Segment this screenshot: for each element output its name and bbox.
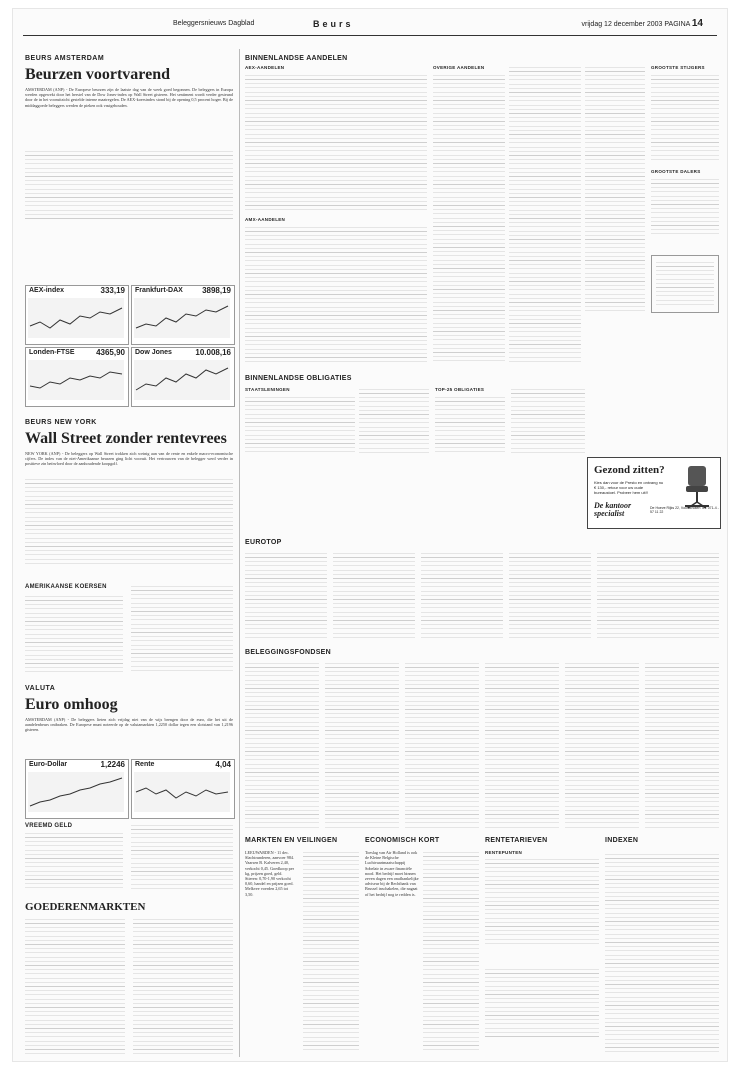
header-rule bbox=[23, 35, 717, 36]
eurotop-col5 bbox=[597, 551, 719, 639]
goederenmarkten-col2 bbox=[133, 917, 233, 1057]
indexen bbox=[605, 837, 719, 1053]
page-number: 14 bbox=[691, 18, 703, 29]
chart-aex-value: 333,19 bbox=[100, 286, 125, 295]
aex-aandelen-table bbox=[245, 65, 427, 367]
amx-aandelen-title: AMX-AANDELEN bbox=[245, 217, 286, 222]
vreemd-geld bbox=[25, 823, 233, 893]
eurotop-col1 bbox=[245, 551, 327, 639]
amerikaanse-koersen-col2 bbox=[131, 584, 233, 672]
staatsleningen-rows-2 bbox=[359, 387, 429, 455]
office-chair-image bbox=[680, 464, 714, 510]
ad-title: Gezond zitten? bbox=[594, 464, 665, 476]
chart-eurodollar-plot bbox=[28, 772, 124, 812]
body-amsterdam: AMSTERDAM (ANP) - De Europese beurzen zijn de laatste dag van de week goed begonnen. De beleggers in Europa werden opgewekt door het herstel van de Dow Jones-index op Wall Street gisteren. Het sentiment wordt verder gesteund door de in het vooruitzicht gestelde interne maatregelen. De AEX-koersindex stond bij de opening 0,5 procent hoger. Bij de middaggoede beleggers werden de pieken ook vastgehouden. bbox=[25, 87, 233, 108]
eurotop-title: EUROTOP bbox=[245, 539, 282, 546]
vreemd-geld-col1 bbox=[25, 831, 123, 891]
fondsen-col5 bbox=[565, 661, 639, 829]
chart-ftse-value: 4365,90 bbox=[96, 348, 125, 357]
beleggingsfondsen-title: BELEGGINGSFONDSEN bbox=[245, 649, 331, 656]
chart-ftse bbox=[25, 347, 129, 407]
fondsen-col2 bbox=[325, 661, 399, 829]
section-title: Beurs bbox=[313, 19, 354, 29]
newspaper-page bbox=[12, 8, 728, 1062]
chart-eurodollar-value: 1,2246 bbox=[100, 760, 125, 769]
date-line: vrijdag 12 december 2003 PAGINA 14 bbox=[581, 18, 703, 29]
amerikaanse-koersen-col1 bbox=[25, 594, 123, 672]
body-newyork-continued bbox=[25, 477, 233, 565]
column-divider bbox=[239, 49, 240, 1057]
economisch-text: Toeslag van Air Holland is ook de Kleine Belgische Luchtvaartmaatschappij Sobelair in zware financiële nood. Het bedrijf moet binnen zeven dagen een onafhankelijke adviseur bij de Rechtbank van Brussel inschakelen, die nagaat of het bedrijf nog te redden is. bbox=[365, 850, 419, 897]
overige-aandelen-col1 bbox=[433, 73, 505, 365]
headline-amsterdam: Beurzen voortvarend bbox=[25, 66, 171, 83]
valuta-article bbox=[25, 685, 233, 747]
chart-ftse-title: Londen-FTSE bbox=[29, 349, 75, 356]
ad-text: Kies dan voor de Presto en ontvang nu € 130,- retour voor uw oude bureaustoel. Probeer hem uit!! bbox=[594, 480, 664, 495]
fondsen-col3 bbox=[405, 661, 479, 829]
markten-text: LEEUWARDEN - 11 dec. Slachtrunderen, aanvoer 984. Vaarsen B. Kalveren 2,40, verkocht 0,45. Goedkoop per kg, prijzen goed, geld. Stieren: 0,70-1,90 verkocht 0,60, handel en prijzen goed. Melkvee voerden 2,65 tot 3,50. bbox=[245, 850, 295, 897]
info-box-lines bbox=[656, 260, 714, 306]
chart-ftse-plot bbox=[28, 360, 124, 400]
chart-dax bbox=[131, 285, 235, 345]
chart-aex bbox=[25, 285, 129, 345]
staatsleningen-title: STAATSLENINGEN bbox=[245, 387, 290, 392]
body-newyork: NEW YORK (ANP) - De beleggers op Wall Street trokken zich weinig aan van de rente en enkele macro-economische cijfers. De index van de niet-Amerikaanse beurzen ging licht vooruit. Het vertrouwen van de belegger werd verder in positieve zin beïnvloed door de aanhoudende koopgolf. bbox=[25, 451, 233, 467]
chart-dow-title: Dow Jones bbox=[135, 349, 172, 356]
fondsen-col4 bbox=[485, 661, 559, 829]
eurotop-col4 bbox=[509, 551, 591, 639]
chart-eurodollar-title: Euro-Dollar bbox=[29, 761, 68, 768]
eurotop bbox=[245, 539, 719, 639]
chart-dax-title: Frankfurt-DAX bbox=[135, 287, 183, 294]
chart-aex-plot bbox=[28, 298, 124, 338]
markten-veilingen bbox=[245, 837, 359, 1053]
top25-title: TOP-25 OBLIGATIES bbox=[435, 387, 485, 392]
vreemd-geld-col2 bbox=[131, 823, 233, 891]
staatsleningen-rows bbox=[245, 395, 355, 455]
amerikaanse-koersen bbox=[25, 584, 233, 674]
kicker-newyork: BEURS NEW YORK bbox=[25, 419, 97, 426]
chart-dax-value: 3898,19 bbox=[202, 286, 231, 295]
amerikaanse-koersen-title: AMERIKAANSE KOERSEN bbox=[25, 584, 107, 590]
indexen-title: INDEXEN bbox=[605, 837, 639, 844]
beleggingsfondsen bbox=[245, 649, 719, 829]
top25-rows bbox=[435, 395, 505, 455]
economisch-title: ECONOMISCH KORT bbox=[365, 837, 440, 844]
kicker-valuta: VALUTA bbox=[25, 685, 56, 692]
info-box bbox=[651, 255, 719, 313]
binnenlandse-obligaties bbox=[245, 375, 585, 455]
rentetarieven-rows-2 bbox=[485, 967, 599, 1037]
obligaties-title: BINNENLANDSE OBLIGATIES bbox=[245, 375, 352, 382]
amsterdam-article bbox=[25, 55, 233, 219]
rentepunten-title: RENTEPUNTEN bbox=[485, 850, 523, 855]
chart-dax-plot bbox=[134, 298, 230, 338]
chart-rente-title: Rente bbox=[135, 761, 155, 768]
dalers-rows bbox=[651, 177, 719, 237]
goederenmarkten bbox=[25, 901, 233, 913]
rentetarieven-rows bbox=[485, 857, 599, 947]
overige-aandelen-title: OVERIGE AANDELEN bbox=[433, 65, 485, 70]
indexen-rows bbox=[605, 852, 719, 1052]
rentetarieven bbox=[485, 837, 599, 1053]
chart-dow bbox=[131, 347, 235, 407]
ad-logo: De kantoor specialist bbox=[594, 501, 632, 518]
kicker-amsterdam: BEURS AMSTERDAM bbox=[25, 55, 105, 62]
eurotop-col3 bbox=[421, 551, 503, 639]
chart-eurodollar bbox=[25, 759, 129, 819]
body-valuta: AMSTERDAM (ANP) - De beleggers lieten zich vrijdag niet van de wijs brengen door de euro, die het uit de aandelenbeurs ontbraken. De Europese munt noteerde op de valutamarkten 1,2250 dollar tegen een slotstand van 1,2196 gisteren. bbox=[25, 717, 233, 733]
eurotop-col2 bbox=[333, 551, 415, 639]
overige-aandelen-col2 bbox=[509, 65, 581, 365]
economisch-kort bbox=[365, 837, 479, 1053]
economisch-col2 bbox=[423, 850, 479, 1050]
page-header bbox=[13, 9, 727, 37]
fondsen-col6 bbox=[645, 661, 719, 829]
advertisement[interactable] bbox=[587, 457, 721, 529]
headline-newyork: Wall Street zonder rentevrees bbox=[25, 430, 227, 447]
overige-aandelen-col3 bbox=[585, 65, 645, 315]
body-amsterdam-continued bbox=[25, 149, 233, 219]
stijgers-rows bbox=[651, 73, 719, 163]
overige-aandelen-table bbox=[433, 65, 581, 367]
chart-aex-title: AEX-index bbox=[29, 287, 65, 294]
ad-address: De Hoeve Rijks 22, Voorschoten Tel. 071-4 - 57 11 22 bbox=[650, 506, 719, 515]
newyork-article bbox=[25, 419, 233, 565]
fondsen-col1 bbox=[245, 661, 319, 829]
markten-title: MARKTEN EN VEILINGEN bbox=[245, 837, 338, 844]
publication-name: Beleggersnieuws Dagblad bbox=[173, 20, 255, 27]
goederenmarkten-title: GOEDERENMARKTEN bbox=[25, 901, 146, 913]
binnenlandse-aandelen bbox=[245, 55, 719, 62]
aex-aandelen-rows bbox=[245, 73, 427, 213]
chart-dow-plot bbox=[134, 360, 230, 400]
amx-aandelen-rows bbox=[245, 225, 427, 365]
chart-rente bbox=[131, 759, 235, 819]
binnenlandse-aandelen-title: BINNENLANDSE AANDELEN bbox=[245, 55, 348, 62]
rentetarieven-title: RENTETARIEVEN bbox=[485, 837, 548, 844]
headline-valuta: Euro omhoog bbox=[25, 696, 118, 713]
chart-rente-plot bbox=[134, 772, 230, 812]
goederenmarkten-col1 bbox=[25, 917, 125, 1057]
dalers-title: GROOTSTE DALERS bbox=[651, 169, 701, 174]
top25-rows-2 bbox=[511, 387, 585, 455]
stijgers-title: GROOTSTE STIJGERS bbox=[651, 65, 705, 70]
markten-col2 bbox=[303, 850, 359, 1050]
chart-dow-value: 10.008,16 bbox=[195, 348, 231, 357]
aex-aandelen-title: AEX-AANDELEN bbox=[245, 65, 285, 70]
vreemd-geld-title: VREEMD GELD bbox=[25, 823, 73, 829]
chart-rente-value: 4,04 bbox=[215, 760, 231, 769]
stijgers-dalers bbox=[651, 65, 719, 365]
